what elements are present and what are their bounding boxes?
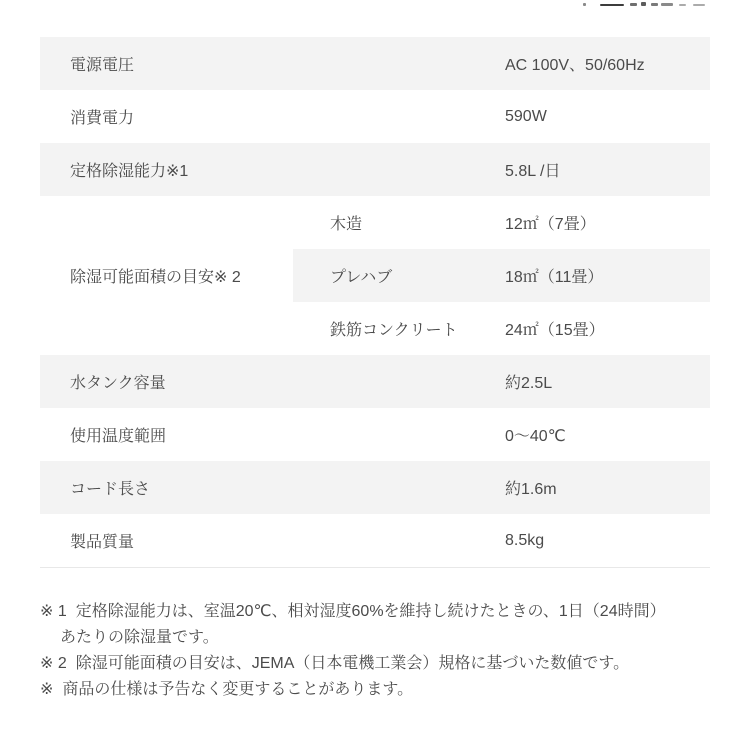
spec-row-tank-capacity xyxy=(40,355,710,408)
footnote-1 xyxy=(40,599,662,651)
spec-value: 約1.6m xyxy=(505,481,557,498)
spec-value: 5.8L /日 xyxy=(505,163,561,180)
clipped-text-fragment xyxy=(641,2,646,6)
spec-row-power-voltage xyxy=(40,37,710,90)
spec-label: 製品質量 xyxy=(70,534,135,551)
clipped-text-fragment xyxy=(583,3,586,6)
footnote-marker: ※ 1 xyxy=(40,603,67,620)
spec-label: 使用温度範囲 xyxy=(70,428,167,445)
spec-label: 定格除湿能力※1 xyxy=(70,163,189,180)
spec-value: 590W xyxy=(505,107,547,125)
clipped-text-fragment xyxy=(600,4,624,6)
spec-label: コード長さ xyxy=(70,481,151,498)
spec-table xyxy=(40,37,710,568)
spec-value: 12㎡（7畳） xyxy=(505,216,596,233)
footnote-3 xyxy=(40,677,720,703)
spec-row-rated-capacity xyxy=(40,143,710,196)
clipped-text-fragment xyxy=(651,3,658,6)
spec-value: 24㎡（15畳） xyxy=(505,322,605,339)
spec-value: AC 100V、50/60Hz xyxy=(505,57,645,74)
spec-value: 8.5kg xyxy=(505,531,545,549)
footnote-marker: ※ xyxy=(40,681,54,698)
clipped-text-fragment xyxy=(693,4,705,6)
footnote-text: 商品の仕様は予告なく変更することがあります。 xyxy=(62,681,414,698)
spec-sublabel: プレハブ xyxy=(330,269,393,286)
spec-row-power-consumption xyxy=(40,90,710,143)
spec-sublabel: 鉄筋コンクリート xyxy=(330,322,458,339)
clipped-text-fragment xyxy=(630,3,637,6)
clipped-text-fragment xyxy=(661,3,673,6)
spec-group-label: 除湿可能面積の目安※ 2 xyxy=(70,269,241,286)
spec-subrows xyxy=(293,196,710,355)
spec-value: 18㎡（11畳） xyxy=(505,269,604,286)
footnote-text: 定格除湿能力は、室温20℃、相対湿度60%を維持し続けたときの、1日（24時間）あたりの除湿量です。 xyxy=(60,603,658,646)
clipped-text-fragment xyxy=(679,4,686,6)
clipped-top-text xyxy=(575,0,715,9)
spec-row-temperature-range xyxy=(40,408,710,461)
spec-value: 約2.5L xyxy=(505,375,553,392)
spec-subrow-wooden xyxy=(293,196,710,249)
spec-subrow-concrete xyxy=(293,302,710,355)
spec-value: 0〜40℃ xyxy=(505,428,566,445)
spec-subrow-prefab xyxy=(293,249,710,302)
spec-sublabel: 木造 xyxy=(330,216,363,233)
footnote-2 xyxy=(40,651,720,677)
spec-label: 電源電圧 xyxy=(70,57,135,74)
footnote-marker: ※ 2 xyxy=(40,655,67,672)
spec-row-product-weight xyxy=(40,514,710,567)
spec-row-area-guide xyxy=(40,196,710,355)
spec-row-cord-length xyxy=(40,461,710,514)
footnote-text: 除湿可能面積の目安は、JEMA（日本電機工業会）規格に基づいた数値です。 xyxy=(75,655,630,672)
spec-label: 水タンク容量 xyxy=(70,375,166,392)
spec-label: 消費電力 xyxy=(70,110,135,127)
footnotes xyxy=(40,599,720,703)
